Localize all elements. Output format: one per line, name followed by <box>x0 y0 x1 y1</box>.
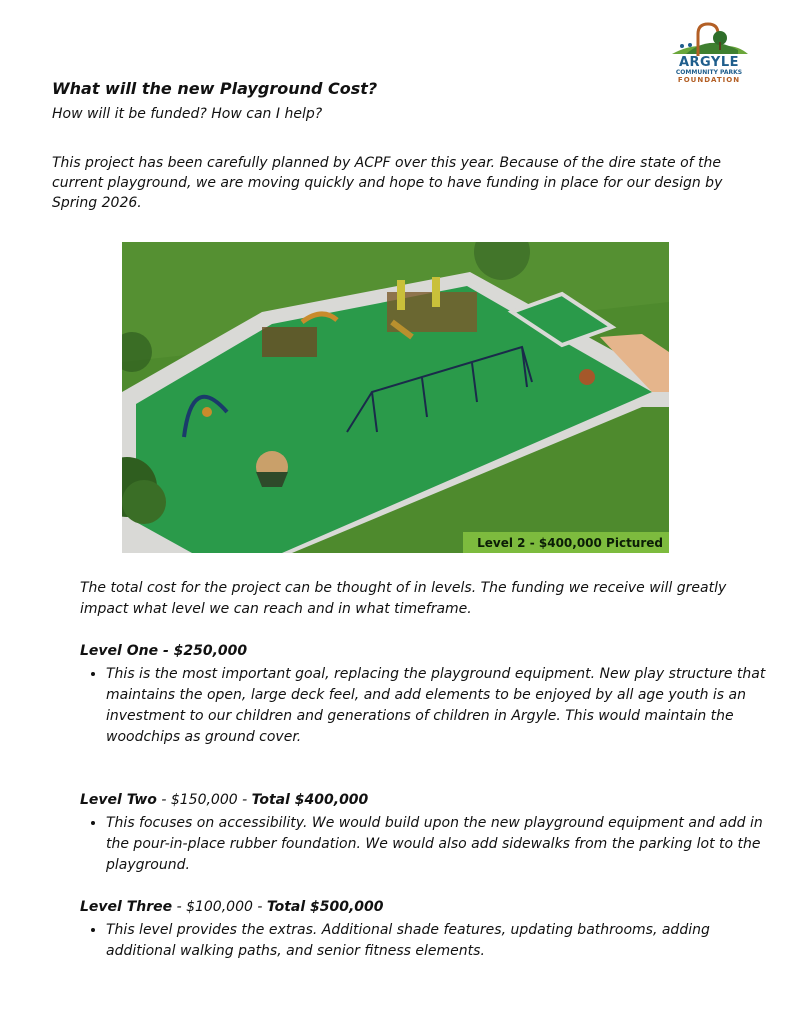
logo-line-foundation: FOUNDATION <box>677 76 741 84</box>
level-one-list <box>80 664 766 748</box>
playground-rendering <box>122 242 669 553</box>
level-one-title: Level One - $250,000 <box>80 643 248 659</box>
image-caption: Level 2 - $400,000 Pictured <box>463 532 669 553</box>
level-three-total: Total $500,000 <box>266 899 384 915</box>
page-subtitle: How will it be funded? How can I help? <box>52 106 323 122</box>
level-three-heading <box>80 899 384 915</box>
level-two-total: Total $400,000 <box>251 792 369 808</box>
logo-line-argyle: ARGYLE <box>678 55 740 70</box>
level-three-amount: - $100,000 - <box>172 899 267 915</box>
costs-intro: The total cost for the project can be thought of in levels. The funding we receive will greatly impact what level we can reach and in what timeframe. <box>80 580 727 617</box>
level-two-amount: - $150,000 - <box>156 792 252 808</box>
level-two-description: • This focuses on accessibility. We would build upon the new playground equipment and add in the pour-in-place rubber foundation. We would also add sidewalks from the parking lot to the playground. <box>106 813 766 876</box>
page-title: What will the new Playground Cost? <box>52 79 378 98</box>
level-one-heading <box>80 643 247 659</box>
intro-paragraph: This project has been carefully planned by ACPF over this year. Because of the dire state of the current playground, we are moving quickly and hope to have funding in place for our design by Spring 2026. <box>52 155 723 211</box>
logo-text <box>664 56 754 84</box>
logo-line-community-parks: COMMUNITY PARKS <box>675 69 743 76</box>
level-one-description: • This is the most important goal, replacing the playground equipment. New play structure that maintains the open, large deck feel, and add elements to be enjoyed by all age youth is an investment to our children and generations of children in Argyle. This would maintain the woodchips as ground cover. <box>106 664 766 748</box>
playground-illustration <box>122 242 669 553</box>
level-two-list <box>80 813 766 876</box>
level-two-title: Level Two <box>80 792 157 808</box>
level-three-list <box>80 920 766 962</box>
logo-emblem-icon <box>664 20 754 60</box>
level-three-description: • This level provides the extras. Additional shade features, updating bathrooms, adding additional walking paths, and senior fitness elements. <box>106 920 766 962</box>
level-two-heading <box>80 792 368 808</box>
level-three-title: Level Three <box>80 899 173 915</box>
